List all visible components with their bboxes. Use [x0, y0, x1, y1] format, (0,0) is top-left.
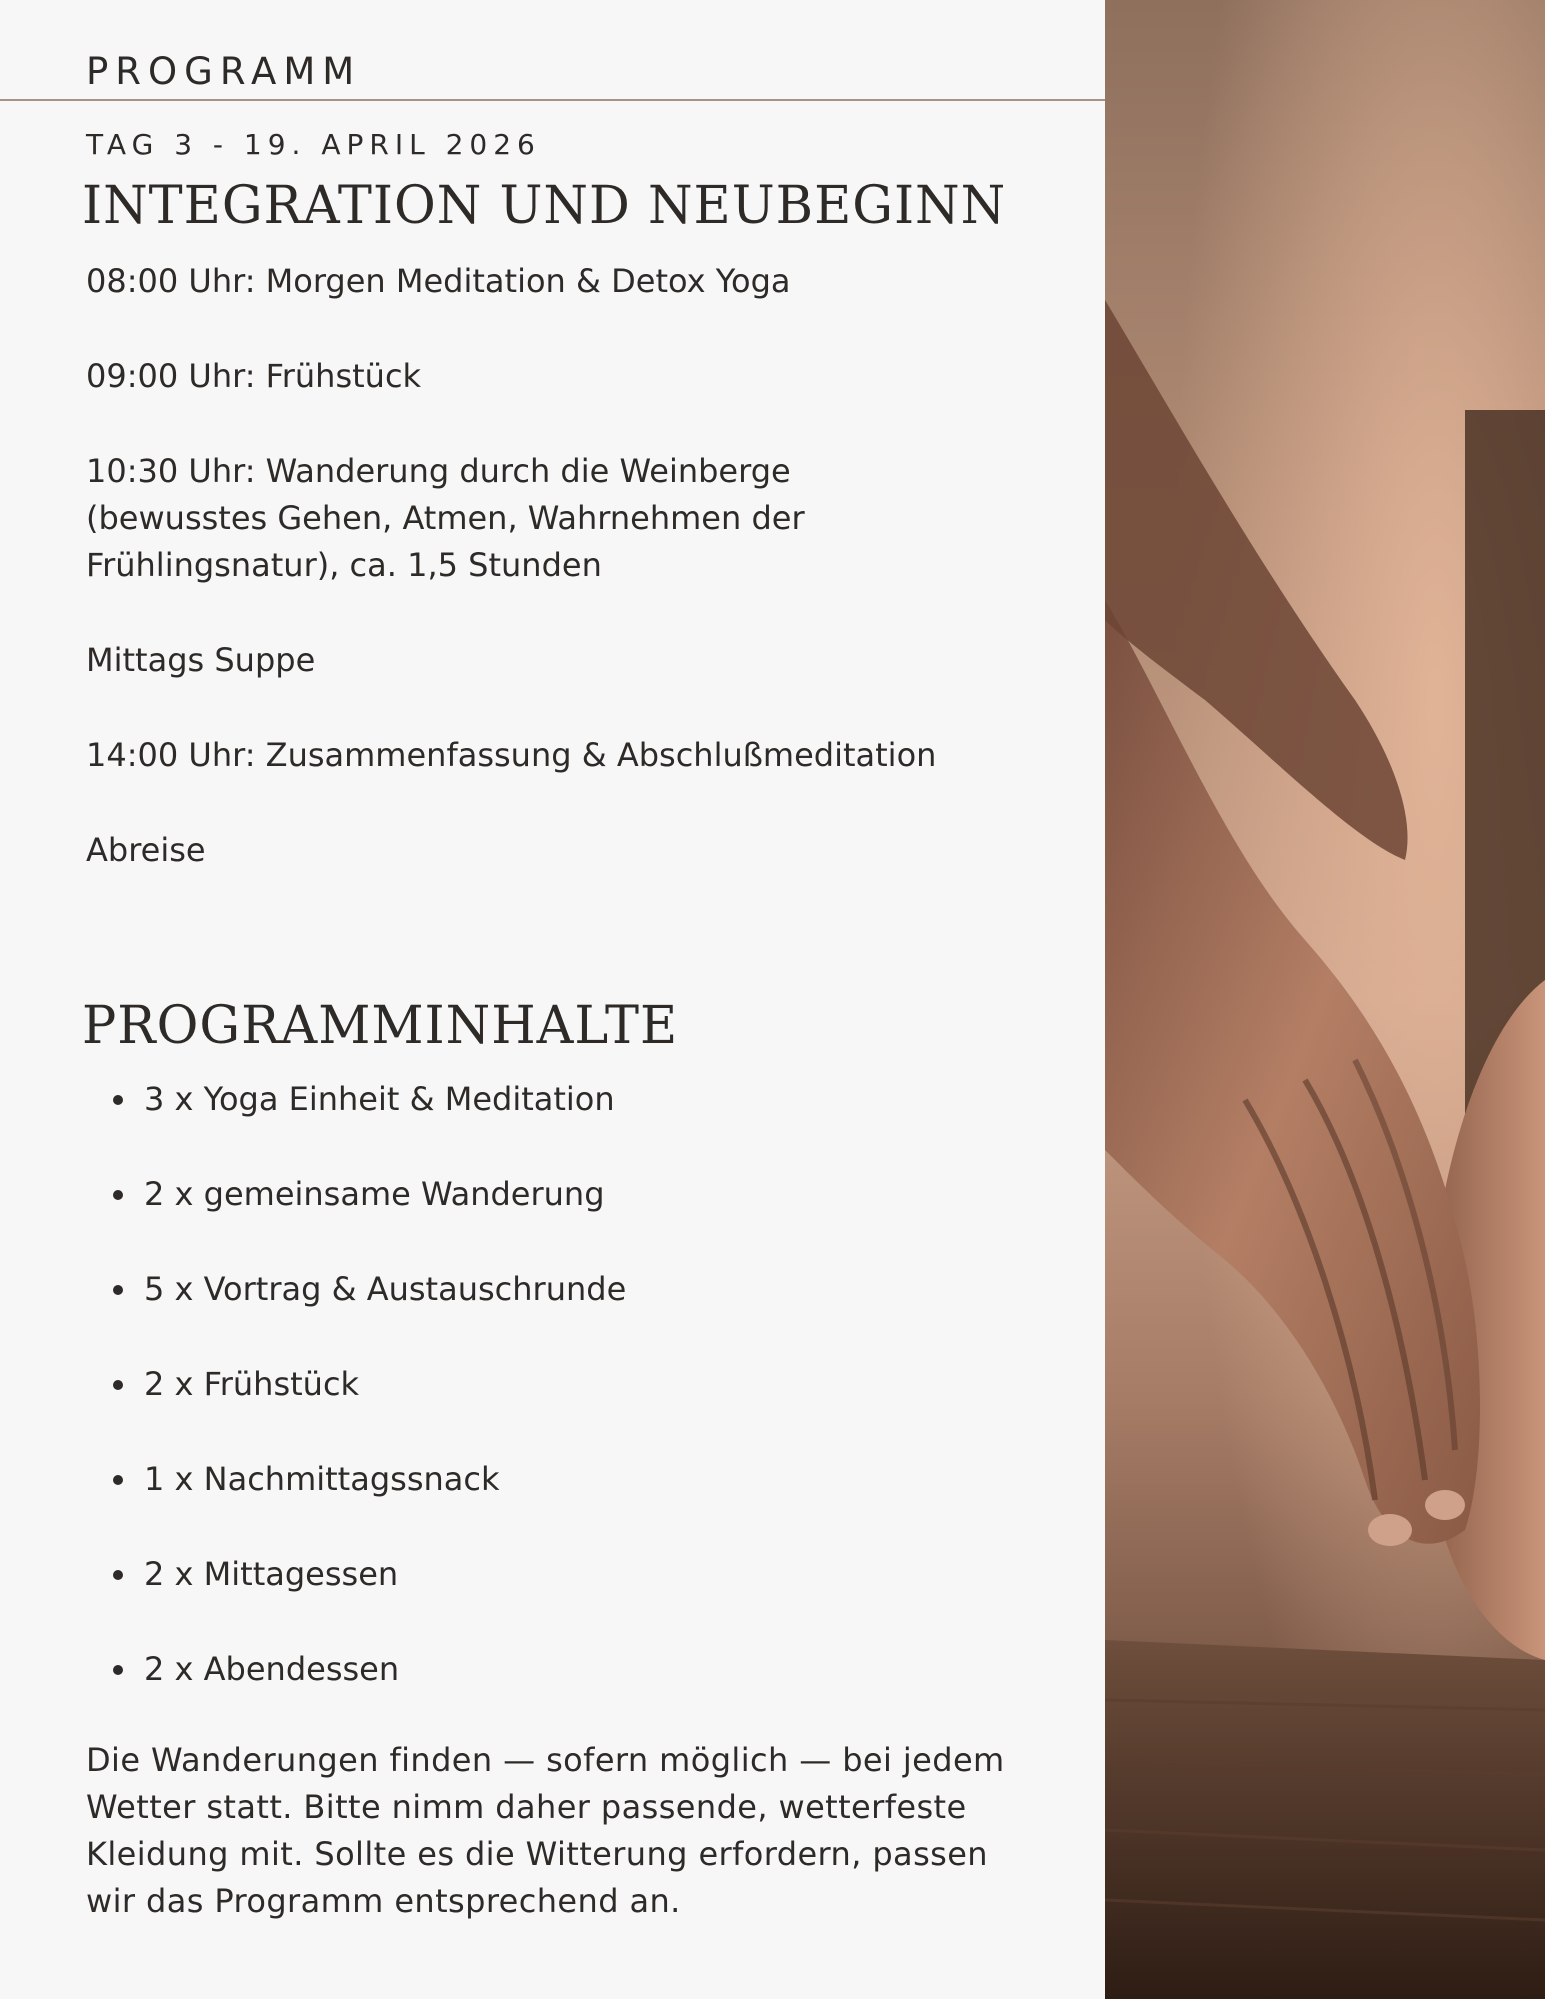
contents-item: [86, 1266, 986, 1313]
hands-on-foot-photo: [1105, 0, 1545, 1999]
page-header: PROGRAMM: [86, 50, 362, 93]
bullet-icon: [113, 1285, 123, 1295]
contents-item-label: 2 x Frühstück: [144, 1365, 360, 1403]
schedule-list: [86, 258, 986, 922]
schedule-item: Abreise: [86, 831, 206, 869]
contents-title: PROGRAMMINHALTE: [82, 996, 679, 1056]
schedule-item: 14:00 Uhr: Zusammenfassung & Abschlußmeditation: [86, 736, 937, 774]
day-label: TAG 3 - 19. APRIL 2026: [86, 128, 541, 161]
bullet-icon: [113, 1190, 123, 1200]
contents-item-label: 1 x Nachmittagssnack: [144, 1460, 500, 1498]
schedule-item: 09:00 Uhr: Frühstück: [86, 357, 422, 395]
day-title: INTEGRATION UND NEUBEGINN: [82, 176, 1007, 236]
photo-illustration: [1105, 0, 1545, 1999]
schedule-item: 10:30 Uhr: Wanderung durch die Weinberge (bewusstes Gehen, Atmen, Wahrnehmen der Frühlingsnatur), ca. 1,5 Stunden: [86, 452, 805, 584]
contents-item: [86, 1076, 986, 1123]
contents-item: [86, 1456, 986, 1503]
bullet-icon: [113, 1475, 123, 1485]
bullet-icon: [113, 1380, 123, 1390]
contents-list: [86, 1076, 986, 1741]
contents-item: [86, 1646, 986, 1693]
bullet-icon: [113, 1570, 123, 1580]
contents-item: [86, 1361, 986, 1408]
contents-item-label: 2 x gemeinsame Wanderung: [144, 1175, 605, 1213]
contents-item: [86, 1551, 986, 1598]
bullet-icon: [113, 1665, 123, 1675]
contents-item: [86, 1171, 986, 1218]
schedule-item: 08:00 Uhr: Morgen Meditation & Detox Yoga: [86, 262, 791, 300]
contents-item-label: 3 x Yoga Einheit & Meditation: [144, 1080, 615, 1118]
schedule-item: Mittags Suppe: [86, 641, 316, 679]
contents-item-label: 5 x Vortrag & Austauschrunde: [144, 1270, 627, 1308]
contents-item-label: 2 x Abendessen: [144, 1650, 400, 1688]
contents-item-label: 2 x Mittagessen: [144, 1555, 399, 1593]
bullet-icon: [113, 1095, 123, 1105]
header-divider: [0, 99, 1105, 101]
weather-note: Die Wanderungen finden — sofern möglich — bei jedem Wetter statt. Bitte nimm daher passende, wetterfeste Kleidung mit. Sollte es die Witterung erfordern, passen wir das Programm entsprechend an.: [86, 1741, 1005, 1920]
